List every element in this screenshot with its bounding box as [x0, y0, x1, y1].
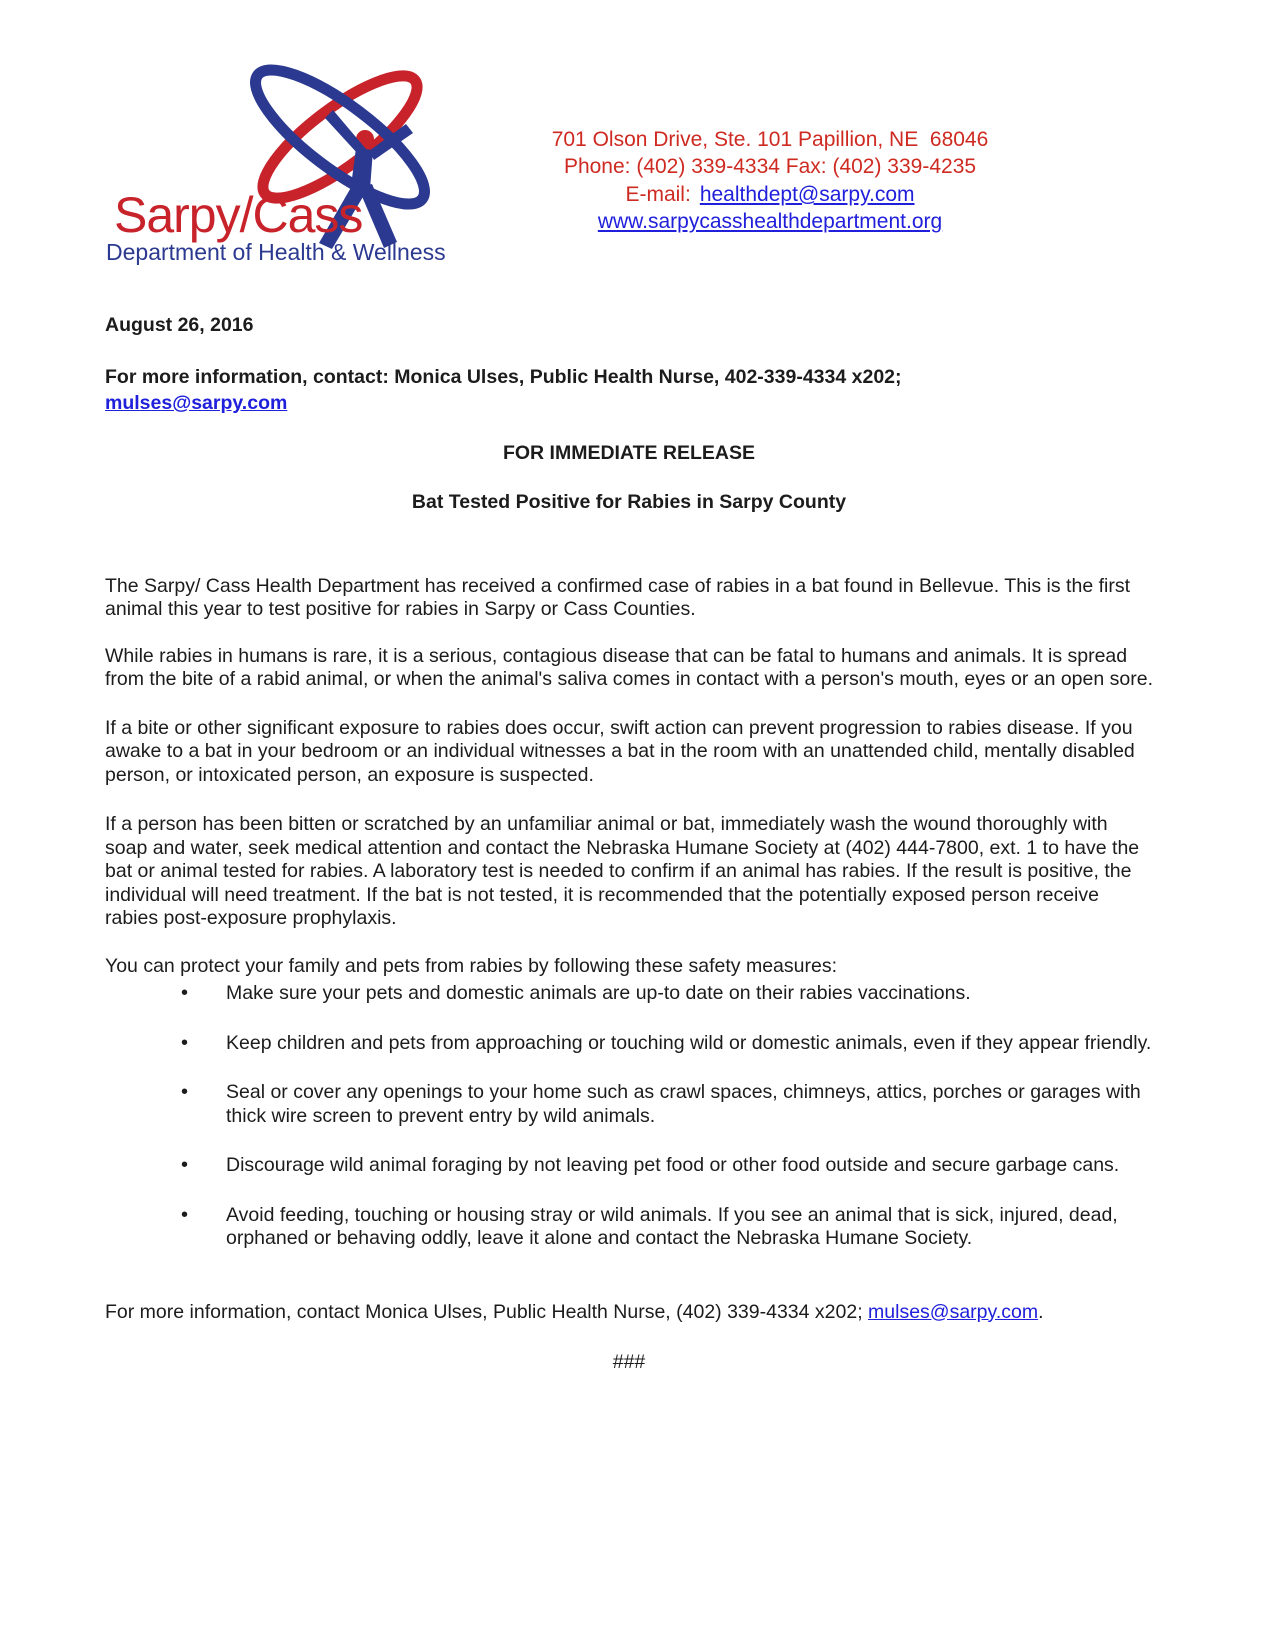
footer-contact-email-link[interactable]: mulses@sarpy.com [868, 1300, 1039, 1323]
end-of-release-mark: ### [612, 1351, 646, 1373]
list-item: • Discourage wild animal foraging by not leaving pet food or other food outside and secure garbage cans. [105, 1154, 1153, 1178]
list-item: • Avoid feeding, touching or housing stray or wild animals. If you see an animal that is sick, injured, dead, orphaned or behaving oddly, leave it alone and contact the Nebraska Humane Society. [105, 1204, 1153, 1251]
header-address: 701 Olson Drive, Ste. 101 Papillion, NE 68046 [551, 128, 989, 151]
press-contact-text: For more information, contact: Monica Ulses, Public Health Nurse, 402-339-4334 x202; [105, 365, 902, 388]
press-contact-line [105, 364, 1153, 417]
paragraph: If a bite or other significant exposure to rabies does occur, swift action can prevent progression to rabies disease. If you awake to a bat in your bedroom or an individual witnesses a bat in the room with an unattended child, mentally disabled person, or intoxicated person, an exposure is suspected. [105, 716, 1135, 786]
release-date: August 26, 2016 [105, 314, 254, 336]
footer-contact-text: For more information, contact Monica Ulses, Public Health Nurse, (402) 339-4334 x202; [105, 1300, 869, 1323]
headline: Bat Tested Positive for Rabies in Sarpy County [411, 491, 847, 513]
paragraph: While rabies in humans is rare, it is a serious, contagious disease that can be fatal to humans and animals. It is spread from the bite of a rabid animal, or when the animal's saliva comes in contact with a person's mouth, eyes or an open sore. [105, 644, 1153, 690]
logo-org-name: Sarpy/Cass [114, 187, 363, 243]
header-website-link[interactable]: www.sarpycasshealthdepartment.org [597, 210, 943, 234]
list-item: • Keep children and pets from approaching or touching wild or domestic animals, even if they appear friendly. [105, 1032, 1153, 1056]
header-phone-fax: Phone: (402) 339-4334 Fax: (402) 339-4235 [563, 155, 977, 179]
header-website-line [520, 208, 1020, 235]
footer-contact-line [105, 1301, 1153, 1325]
for-immediate-release-label: FOR IMMEDIATE RELEASE [502, 441, 756, 464]
paragraph: If a person has been bitten or scratched by an unfamiliar animal or bat, immediately wash the wound thoroughly with soap and water, seek medical attention and contact the Nebraska Humane Society at (402) 444-7800, ext. 1 to have the bat or animal tested for rabies. A laboratory test is needed to confirm if an animal has rabies. If the result is positive, the individual will need treatment. If the bat is not tested, it is recommended that the potentially exposed person receive rabies post-exposure prophylaxis. [105, 813, 1140, 929]
header-contact-block [520, 126, 1020, 236]
press-contact-email-link[interactable]: mulses@sarpy.com [105, 392, 288, 414]
list-item: • Make sure your pets and domestic animals are up-to date on their rabies vaccinations. [105, 982, 1153, 1006]
header-email-label: E-mail: [625, 182, 691, 206]
paragraph: The Sarpy/ Cass Health Department has received a confirmed case of rabies in a bat found in Bellevue. This is the first animal this year to test positive for rabies in Sarpy or Cass Counties. [105, 574, 1130, 620]
press-release-body [105, 314, 1153, 1375]
logo-org-tagline: Department of Health & Wellness [106, 239, 446, 265]
footer-contact-suffix: . [1038, 1300, 1044, 1323]
safety-measures-intro: You can protect your family and pets from rabies by following these safety measures: [105, 954, 837, 977]
list-item: • Seal or cover any openings to your home such as crawl spaces, chimneys, attics, porches or garages with thick wire screen to prevent entry by wild animals. [105, 1081, 1153, 1128]
header-email-line [520, 181, 1020, 208]
safety-measures-list [105, 982, 1153, 1251]
header-email-link[interactable]: healthdept@sarpy.com [699, 182, 915, 206]
